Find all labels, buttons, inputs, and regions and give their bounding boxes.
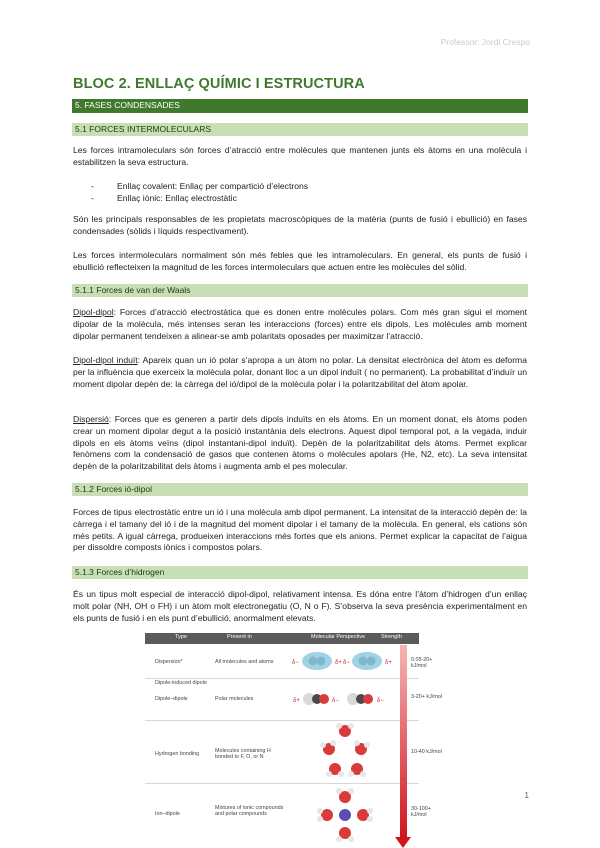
row-type: Hydrogen bonding <box>155 751 200 757</box>
strength-arrow-head <box>395 837 411 848</box>
table-header-strength: Strength <box>381 634 402 640</box>
section-title-5-1-2: 5.1.2 Forces ió-dipol <box>75 484 153 494</box>
svg-text:δ−: δ− <box>377 698 384 704</box>
section-title-5-1-3: 5.1.3 Forces d’hidrogen <box>75 567 165 577</box>
hydrogen-bonding-image <box>305 721 385 779</box>
row-strength: 10-40 kJ/mol <box>411 749 442 755</box>
row-present: Polar molecules <box>215 696 254 702</box>
dispersion-molecules-image <box>287 647 397 675</box>
paragraph-intermolecular: Les forces intermoleculars normalment són més febles que les intramoleculars. En general, els punts de fusió i ebullició reflecteixen la magnitud de les forces intermoleculars que actuen entre les molècules del sòlid. <box>73 250 527 272</box>
row-subheader: Dipole-induced dipole <box>155 680 207 686</box>
bullet-list <box>91 181 308 205</box>
term-dipol-induit: Dipol-dipol induït <box>73 355 138 365</box>
table-header-present: Present in <box>227 634 252 640</box>
row-strength: 3-20+ kJ/mol <box>411 694 443 700</box>
paragraph-intramolecular: Les forces intramoleculars són forces d’atracció entre molècules que mantenen junts els àtoms en una molècula i estabilitzen la seva estructura. <box>73 145 527 167</box>
paragraph-dipol-dipol <box>73 307 527 342</box>
section-bar-5-1-3 <box>72 566 528 579</box>
paragraph-dipol-induit <box>73 355 527 390</box>
page-number: 1 <box>524 791 529 800</box>
dipole-molecules-image <box>287 683 397 715</box>
row-divider <box>145 783 419 784</box>
paragraph-io-dipol: Forces de tipus electrostàtic entre un ió i una molècula amb dipol permanent. La intensitat de la interacció depèn de: la càrrega i el tamany del ió i de la magnitud del moment dipolar i el tamany de la molècula. En general, els cations són més petits. A igual càrrega, produeixen interaccions més fortes que els anions. Permet explicar la capacitat de l’aigua per dissoldre composts iònics i compostos polars. <box>73 507 527 553</box>
row-strength: 30-100+ kJ/mol <box>411 806 431 819</box>
strength-arrow <box>400 645 407 839</box>
section-title-5-1: 5.1 FORCES INTERMOLECULARS <box>75 124 212 134</box>
paragraph-properties: Són les principals responsables de les propietats macroscòpiques de la matèria (punts de fusió i ebullició) en fases condensades (sòlids i líquids respectivament). <box>73 214 527 236</box>
section-bar-5-1-1 <box>72 284 528 297</box>
row-present: Mixtures of ionic compounds and polar compounds <box>215 805 284 818</box>
row-type: Dispersion* <box>155 659 183 665</box>
table-header-perspective: Molecular Perspective <box>311 634 366 640</box>
bullet-item: - Enllaç covalent: Enllaç per compartició d’electrons <box>91 181 309 191</box>
term-dispersio: Dispersió <box>73 414 109 424</box>
bullet-text: Enllaç covalent: Enllaç per compartició d’electrons <box>117 181 309 191</box>
svg-text:δ+: δ+ <box>335 660 342 666</box>
professor-header: Professor: Jordi Crespo <box>440 37 530 47</box>
text-dipol-dipol: : Forces d’atracció electrostàtica que es donen entre molècules polars. Com més gran sigui el moment dipolar de la molècula, més intenses seran les interaccions (forces) entre els dipols. Les molècules amb moment dipolar permanent tendeixen a alinear-se amb polaritats oposades per maximitzar l’atracció. <box>73 307 527 341</box>
section-bar-5-1 <box>72 123 528 136</box>
svg-text:δ−: δ− <box>332 698 339 704</box>
svg-text:δ−: δ− <box>292 660 299 666</box>
term-dipol-dipol: Dipol-dipol <box>73 307 114 317</box>
text-dispersio: : Forces que es generen a partir dels dipols induïts en els àtoms. En un moment donat, els àtoms poden crear un moment dipolar degut a la posició instantània dels electrons. Aquest dipol temporal pot, a la vegada, induir dipols en els àtoms veïns (dipol instantani-dipol induït). Depèn de la polaritzabilitat dels àtoms. Permet explicar fenòmens com la condensació de gasos que contenen àtoms o molècules apolars (He, N2, etc). La seva intensitat depèn de la polaritzabilitat dels àtoms i augmenta amb el pes molecular. <box>73 414 527 472</box>
intermolecular-forces-table <box>145 633 445 848</box>
section-bar-5 <box>72 99 528 113</box>
row-strength: 0.05-20+ kJ/mol <box>411 657 433 670</box>
section-bar-5-1-2 <box>72 483 528 496</box>
bullet-text: Enllaç iònic: Enllaç electrostàtic <box>117 192 237 203</box>
paragraph-dispersio <box>73 414 527 473</box>
bullet-item: - Enllaç iònic: Enllaç electrostàtic <box>91 192 237 203</box>
ion-dipole-image <box>305 785 385 845</box>
row-divider <box>145 678 419 679</box>
paragraph-hidrogen: És un tipus molt especial de interacció dipol-dipol, relativament intensa. Es dóna entre l’àtom d’hidrogen d’un enllaç molt polar (NH, OH o FH) i un àtom molt electronegatiu (O, N o F). S’observa la seva presència experimentalment en els punts de fusió i en els punt d’ebullició, anormalment elevats. <box>73 589 527 623</box>
svg-text:δ+: δ+ <box>385 660 392 666</box>
row-type: Dipole–dipole <box>155 696 188 702</box>
svg-text:δ−: δ− <box>343 660 350 666</box>
page-title: BLOC 2. ENLLAÇ QUÍMIC I ESTRUCTURA <box>73 76 365 92</box>
row-present: All molecules and atoms <box>215 659 274 665</box>
section-title-5: 5. FASES CONDENSADES <box>75 100 180 110</box>
svg-text:δ+: δ+ <box>293 698 300 704</box>
section-title-5-1-1: 5.1.1 Forces de van der Waals <box>75 285 191 295</box>
row-present: Molecules containing H bonded to F, O, or N <box>215 748 271 761</box>
table-header-type: Type <box>175 634 187 640</box>
row-type: Ion–dipole <box>155 811 180 817</box>
text-dipol-induit: : Apareix quan un ió polar s’apropa a un àtom no polar. La densitat electrònica del àtom es deforma per la influència que exerceix la molècula polar, donant lloc a un dipol induït ( no permanent). La probabilitat d’induïr un moment dipolar depèn de: la càrrega del ió/dipol de la molècula polar i la polaritzabilitat del àtom apolar. <box>73 355 527 389</box>
